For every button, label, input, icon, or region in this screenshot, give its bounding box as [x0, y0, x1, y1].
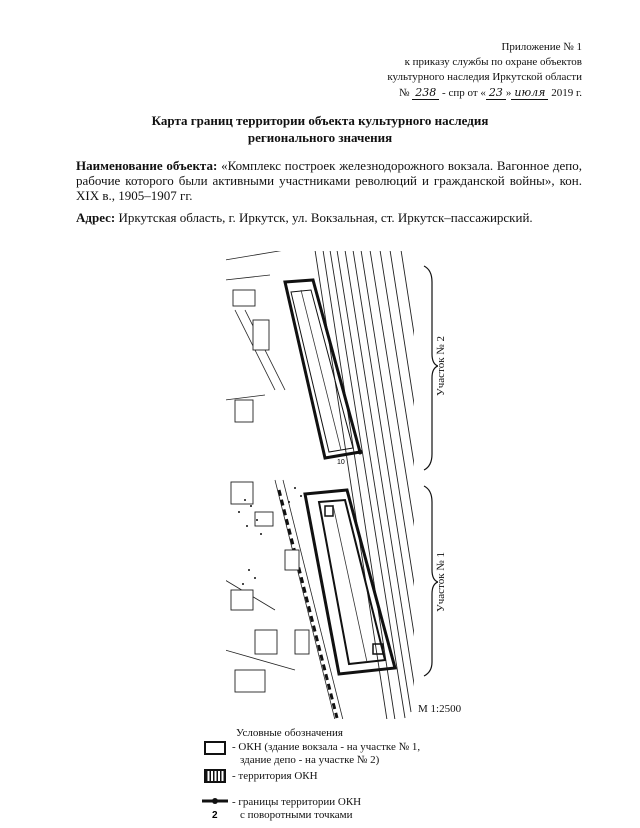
- order-year: 2019 г.: [551, 87, 582, 99]
- appendix-header: [387, 40, 582, 101]
- legend-territory-text: - территория ОКН: [232, 770, 318, 782]
- order-line: [387, 85, 582, 101]
- section1-label: Участок № 1: [435, 551, 448, 613]
- appendix-line1: Приложение № 1: [501, 41, 582, 53]
- address-value: Иркутская область, г. Иркутск, ул. Вокзальная, ст. Иркутск–пассажирский.: [118, 210, 533, 225]
- legend-okn-line2: здание депо - на участке № 2): [240, 754, 380, 766]
- object-name: [76, 158, 582, 203]
- section-braces: [418, 262, 438, 682]
- legend-boundary-line1: - границы территории ОКН: [232, 796, 362, 808]
- legend-boundary-text: [232, 796, 361, 822]
- order-no-prefix: №: [399, 87, 410, 99]
- address-label: Адрес:: [76, 210, 116, 225]
- site-map: [225, 250, 415, 720]
- object-name-value: «Комплекс построек железнодорожного вокзала. Вагонное депо, рабочие которого были активными участниками революций и гражданской войны», кон. XIX в., 1905–1907 гг.: [76, 158, 583, 203]
- order-day: 23: [486, 86, 506, 100]
- order-month: июля: [511, 86, 548, 100]
- map-scale: М 1:2500: [418, 703, 462, 715]
- boundary-point-icon: [358, 450, 363, 455]
- section2-label: Участок № 2: [435, 335, 448, 397]
- legend-okn-line1: - ОКН (здание вокзала - на участке № 1,: [232, 741, 421, 753]
- object-name-label: Наименование объекта:: [76, 158, 218, 173]
- order-number: 238: [412, 86, 439, 100]
- legend-boundary-swatch: [200, 796, 230, 822]
- boundary-point-label: 10: [337, 459, 345, 466]
- legend-territory-swatch: [204, 769, 226, 783]
- document-title: [0, 112, 640, 146]
- legend-okn-text: [232, 741, 420, 767]
- order-close: »: [505, 87, 512, 99]
- legend-title: Условные обозначения: [236, 727, 343, 739]
- legend-boundary-line2: с поворотными точками: [240, 809, 353, 821]
- legend-boundary-point: 2: [212, 810, 218, 821]
- order-mid: - спр от «: [442, 87, 486, 99]
- title-line2: регионального значения: [247, 130, 393, 145]
- object-address: [76, 210, 596, 226]
- appendix-line3: культурного наследия Иркутской области: [387, 71, 582, 83]
- title-line1: Карта границ территории объекта культурного наследия: [151, 113, 489, 128]
- appendix-line2: к приказу службы по охране объектов: [404, 56, 582, 68]
- legend-okn-swatch: [204, 741, 226, 755]
